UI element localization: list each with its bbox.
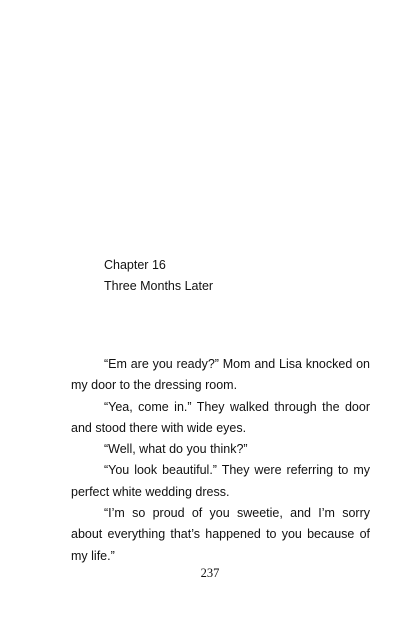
chapter-heading	[104, 255, 213, 297]
paragraph: “Yea, come in.” They walked through the door and stood there with wide eyes.	[71, 399, 370, 435]
chapter-number: Chapter 16	[104, 258, 166, 272]
chapter-subtitle: Three Months Later	[104, 279, 214, 293]
paragraph: “You look beautiful.” They were referring to my perfect white wedding dress.	[71, 463, 370, 499]
page-number: 237	[200, 566, 220, 580]
paragraph: “I’m so proud of you sweetie, and I’m sorry about everything that’s happened to you because of my life.”	[71, 506, 370, 563]
chapter-body	[71, 354, 370, 567]
paragraph: “Em are you ready?” Mom and Lisa knocked on my door to the dressing room.	[71, 357, 370, 393]
paragraph: “Well, what do you think?”	[104, 442, 248, 457]
